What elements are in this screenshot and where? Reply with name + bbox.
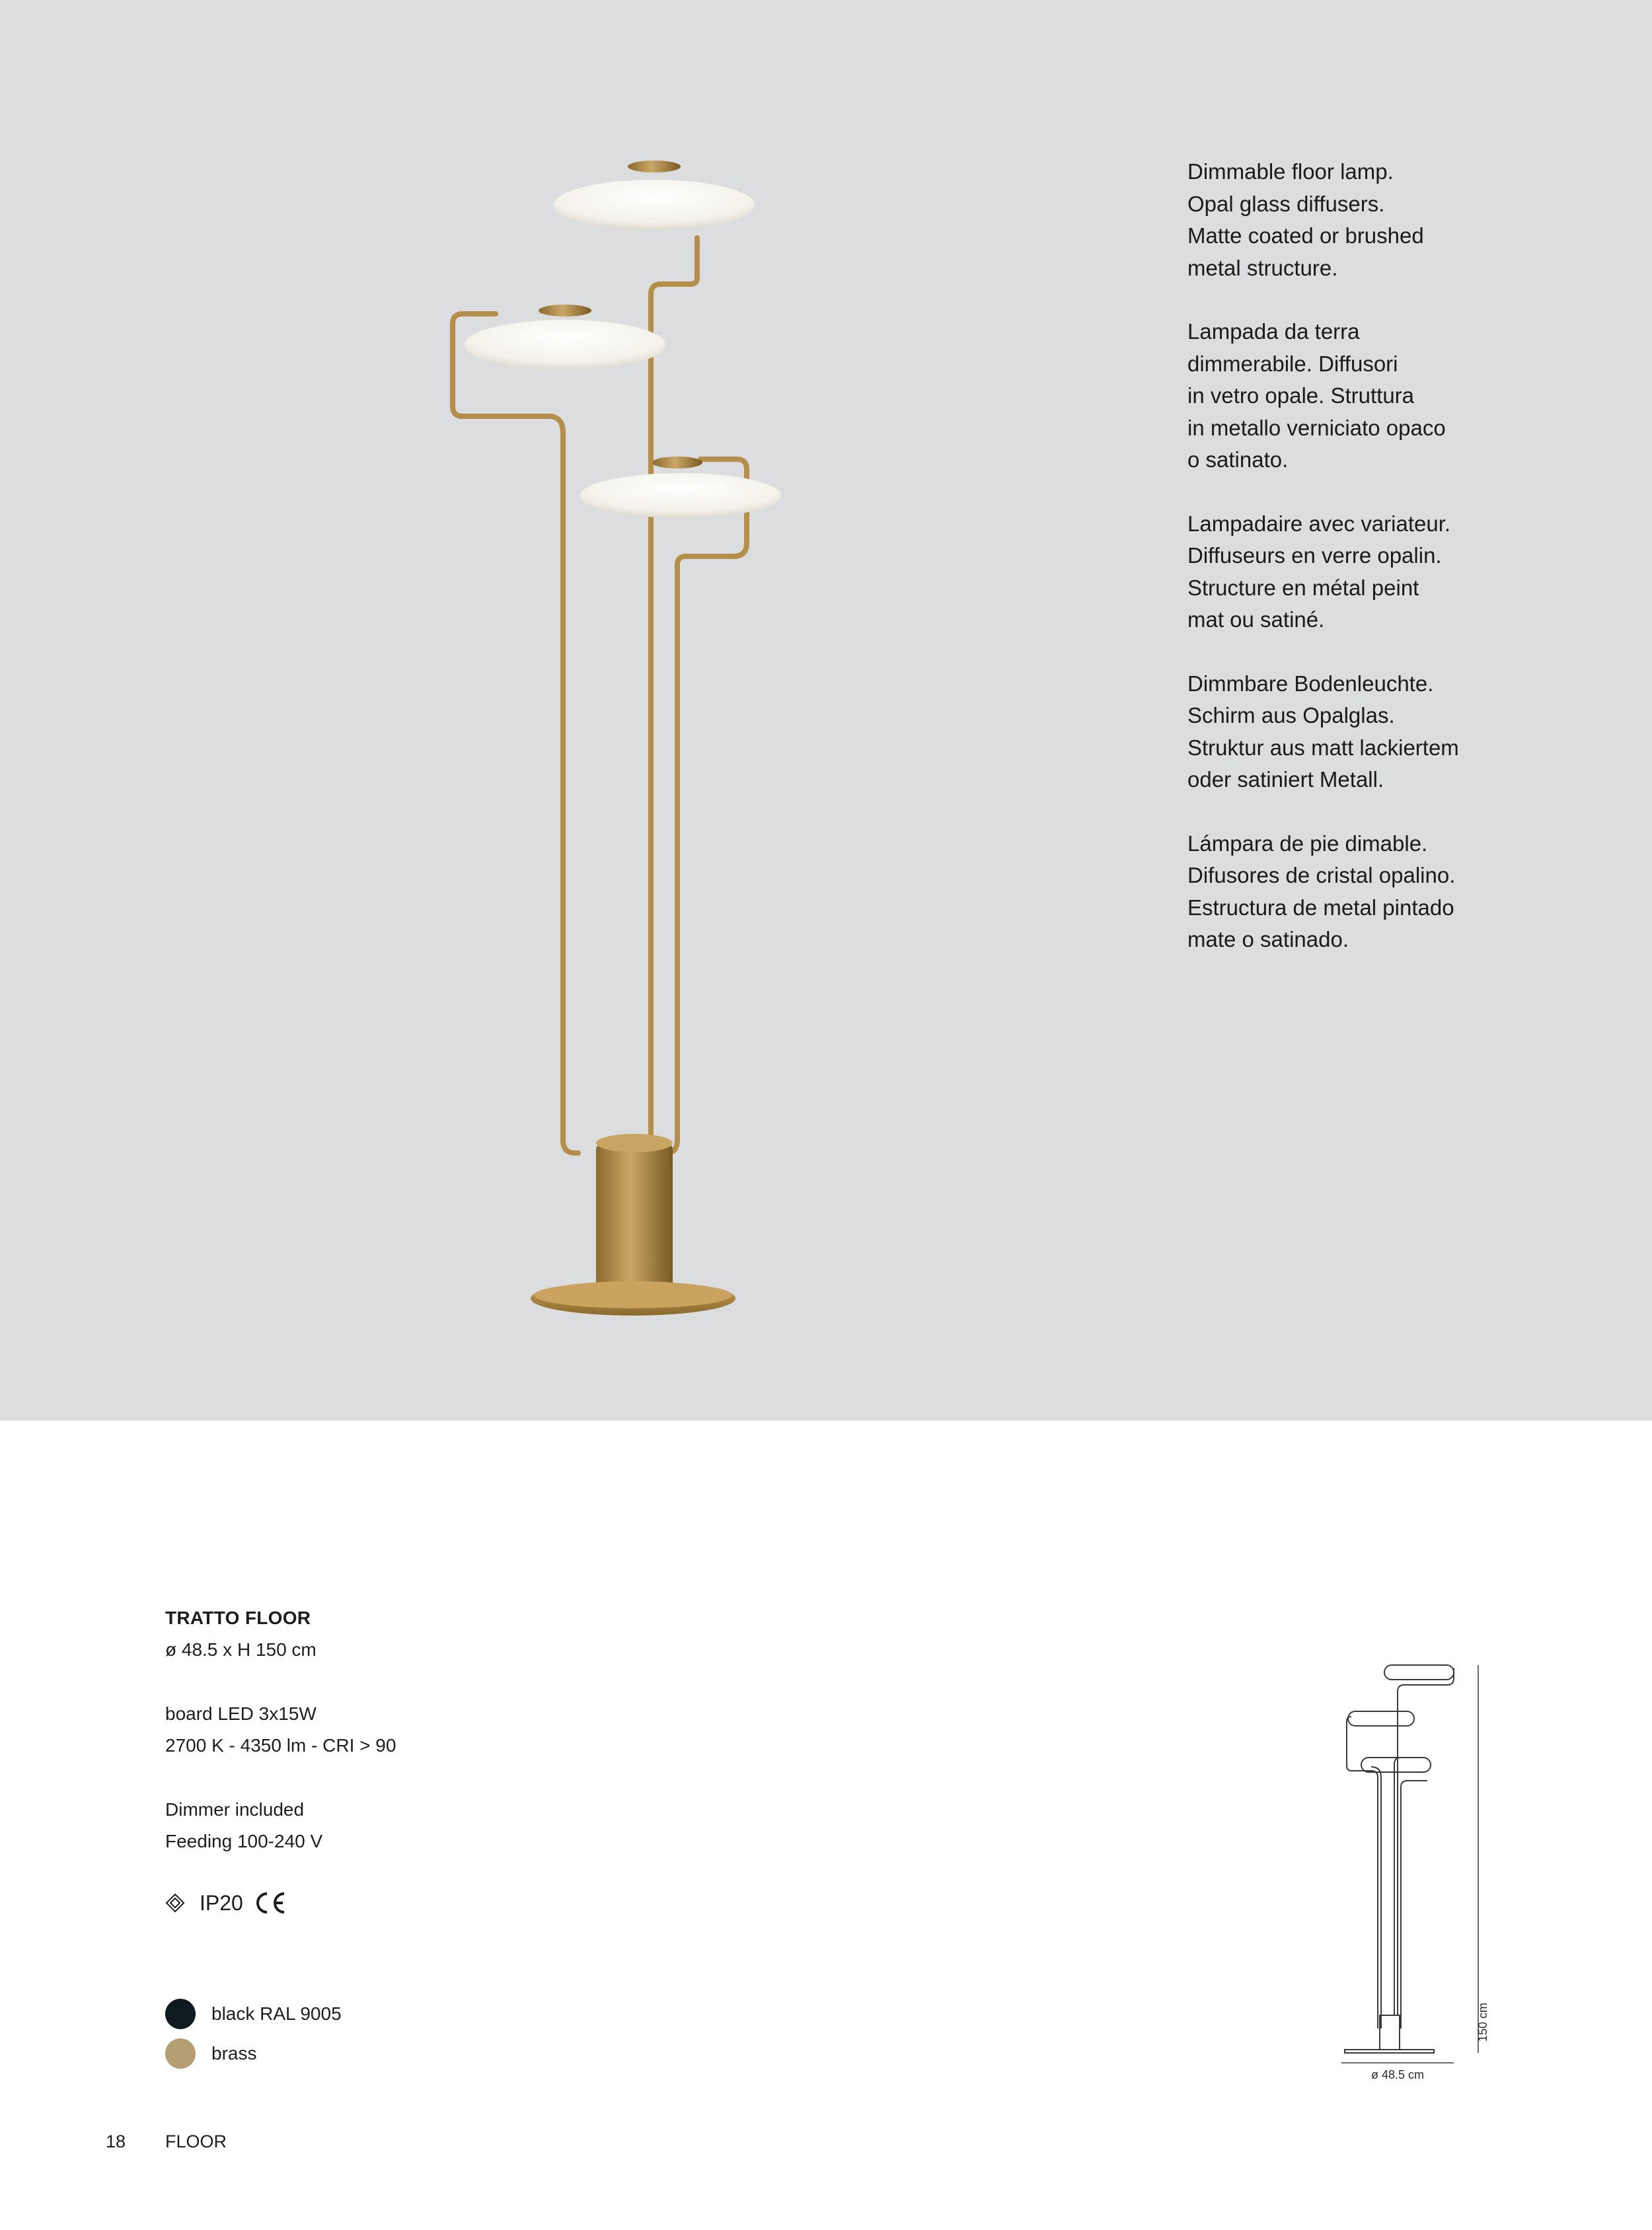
description-line: Schirm aus Opalglas. — [1187, 703, 1395, 727]
description-line: Dimmbare Bodenleuchte. — [1187, 671, 1434, 696]
description-line: dimmerabile. Diffusori — [1187, 351, 1398, 376]
product-name: TRATTO FLOOR — [165, 1608, 311, 1628]
description-line: mat ou satiné. — [1187, 607, 1325, 632]
page-number: 18 — [106, 2132, 126, 2151]
finish-option[interactable] — [165, 1994, 342, 2034]
certifications — [165, 1886, 287, 1919]
description-line: Lámpara de pie dimable. — [1187, 831, 1428, 856]
description-line: Opal glass diffusers. — [1187, 191, 1385, 216]
description-line: in vetro opale. Struttura — [1187, 383, 1415, 408]
product-dimensions: ø 48.5 x H 150 cm — [165, 1639, 317, 1660]
feeding-info: Feeding 100-240 V — [165, 1831, 323, 1851]
description-line: Lampada da terra — [1187, 319, 1360, 344]
class-diamond-icon — [165, 1893, 185, 1913]
finish-swatches — [165, 1994, 342, 2073]
brass-swatch — [165, 2038, 196, 2069]
technical-drawing — [1322, 1645, 1520, 2081]
description-english — [1187, 156, 1531, 284]
description-line: Structure en métal peint — [1187, 575, 1419, 600]
description-spanish — [1187, 828, 1531, 956]
description-line: Struktur aus matt lackiertem — [1187, 735, 1459, 760]
description-line: in metallo verniciato opaco — [1187, 415, 1446, 440]
ip-rating: IP20 — [200, 1890, 243, 1915]
description-line: Estructura de metal pintado — [1187, 895, 1454, 920]
lamp-photo — [423, 152, 819, 1328]
description-german — [1187, 668, 1531, 796]
ce-mark-icon — [252, 1890, 287, 1916]
light-specs: 2700 K - 4350 lm - CRI > 90 — [165, 1735, 396, 1756]
description-french — [1187, 508, 1531, 636]
product-description — [1187, 156, 1531, 988]
finish-label: brass — [211, 2043, 257, 2063]
description-line: Diffuseurs en verre opalin. — [1187, 543, 1442, 568]
finish-option[interactable] — [165, 2034, 342, 2073]
description-italian — [1187, 316, 1531, 476]
light-source: board LED 3x15W — [165, 1703, 317, 1724]
page-footer — [106, 2132, 227, 2152]
height-dimension-label: 150 cm — [1476, 2002, 1489, 2042]
description-line: Difusores de cristal opalino. — [1187, 863, 1456, 887]
description-line: metal structure. — [1187, 255, 1338, 280]
description-line: o satinato. — [1187, 447, 1289, 472]
description-line: mate o satinado. — [1187, 927, 1349, 951]
section-name: FLOOR — [165, 2132, 227, 2151]
diameter-dimension-label: ø 48.5 cm — [1370, 2068, 1425, 2081]
description-line: Matte coated or brushed — [1187, 223, 1424, 248]
description-line: Dimmable floor lamp. — [1187, 159, 1394, 184]
description-line: oder satiniert Metall. — [1187, 767, 1384, 792]
black-swatch — [165, 1999, 196, 2029]
finish-label: black RAL 9005 — [211, 2003, 342, 2024]
product-specs — [165, 1602, 760, 1858]
dimmer-info: Dimmer included — [165, 1799, 305, 1820]
description-line: Lampadaire avec variateur. — [1187, 511, 1451, 536]
